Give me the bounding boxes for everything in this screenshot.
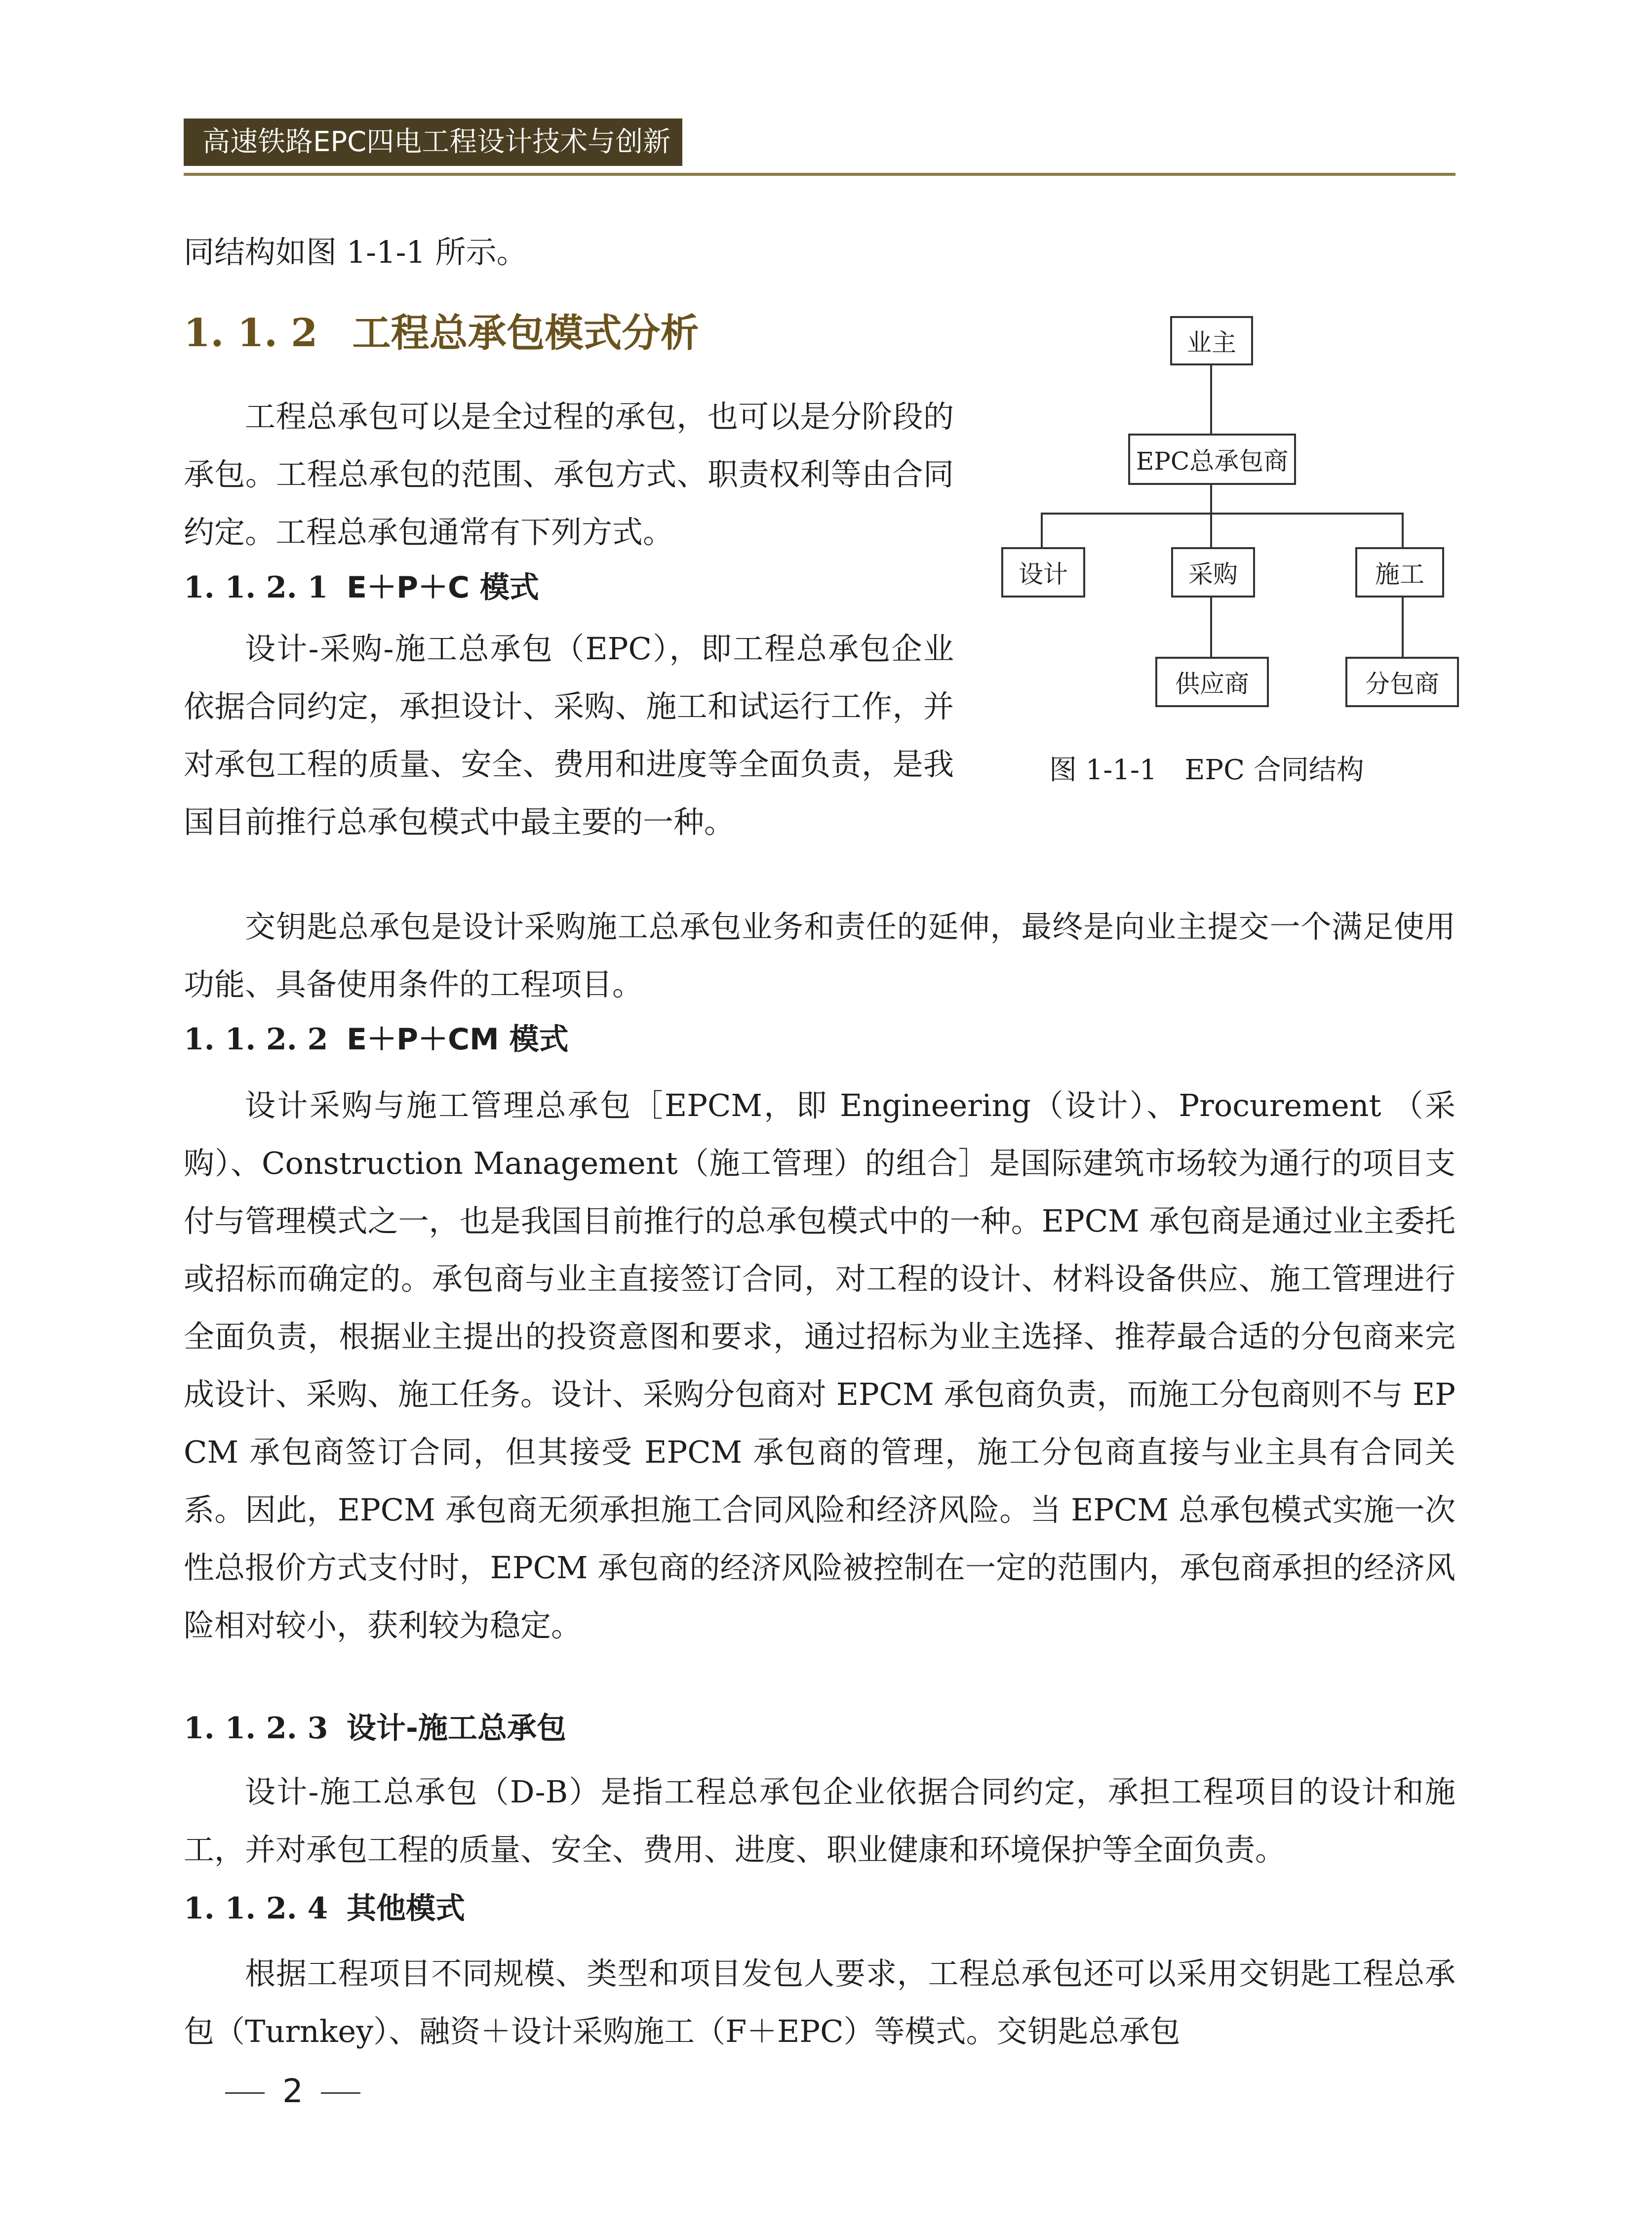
subsection-4-title: 其他模式 — [347, 1891, 465, 1926]
subsection-3-title: 设计-施工总承包 — [347, 1711, 566, 1746]
connector-construction-subcontractor — [1402, 597, 1404, 658]
subsection-3-heading — [184, 1706, 566, 1751]
subsection-2-number: 1. 1. 2. 2 — [184, 1022, 328, 1057]
intro-line: 同结构如图 1-1-1 所示。 — [184, 234, 527, 270]
page-number: 2 — [282, 2072, 303, 2110]
running-header: 高速铁路EPC四电工程设计技术与创新 — [184, 119, 682, 166]
subsection-3-number: 1. 1. 2. 3 — [184, 1711, 328, 1746]
connector-to-construction — [1402, 513, 1404, 548]
connector-owner-contractor — [1210, 364, 1212, 435]
construction-node: 施工 — [1355, 547, 1444, 598]
subsection-4-heading — [184, 1886, 465, 1931]
subsection-1-paragraph: 设计-采购-施工总承包（EPC），即工程总承包企业依据合同约定，承担设计、采购、施工和试运行工作，并对承包工程的质量、安全、费用和进度等全面负责，是我国目前推行总承包模式中最主要的一种。 — [184, 631, 954, 840]
supplier-node: 供应商 — [1155, 657, 1269, 707]
subsection-4-number: 1. 1. 2. 4 — [184, 1891, 328, 1926]
subcontractor-node: 分包商 — [1345, 657, 1459, 707]
connector-to-design — [1041, 513, 1043, 548]
section-paragraph: 工程总承包可以是全过程的承包，也可以是分阶段的承包。工程总承包的范围、承包方式、职责权利等由合同约定。工程总承包通常有下列方式。 — [184, 399, 954, 550]
header-rule — [184, 173, 1455, 176]
subsection-2-heading — [184, 1017, 569, 1062]
subsection-1-number: 1. 1. 2. 1 — [184, 570, 328, 605]
turnkey-paragraph: 交钥匙总承包是设计采购施工总承包业务和责任的延伸，最终是向业主提交一个满足使用功能、具备使用条件的工程项目。 — [184, 909, 1455, 1002]
footer-dash-left — [225, 2092, 265, 2094]
page-footer — [207, 2069, 378, 2114]
footer-dash-right — [321, 2092, 360, 2094]
connector-to-procurement — [1210, 513, 1212, 548]
connector-contractor-branch — [1210, 484, 1212, 514]
connector-procurement-supplier — [1210, 597, 1212, 658]
epc-contract-diagram — [992, 306, 1452, 800]
section-title-text: 工程总承包模式分析 — [352, 311, 699, 356]
subsection-2-paragraph: 设计采购与施工管理总承包［EPCM，即 Engineering（设计）、Procurement （采购）、Construction Management（施工管理）的组合］是国际建筑市场较为通行的项目支付与管理模式之一，也是我国目前推行的总承包模式中的一种。EPCM 承包商是通过业主委托或招标而确定的。承包商与业主直接签订合同，对工程的设计、材料设备供应、施工管理进行全面负责，根据业主提出的投资意图和要求，通过招标为业主选择、推荐最合适的分包商来完成设计、采购、施工任务。设计、采购分包商对 EPCM 承包商负责，而施工分包商则不与 EPCM 承包商签订合同，但其接受 EPCM 承包商的管理，施工分包商直接与业主具有合同关系。因此，EPCM 承包商无须承担施工合同风险和经济风险。当 EPCM 总承包模式实施一次性总报价方式支付时，EPCM 承包商的经济风险被控制在一定的范围内，承包商承担的经济风险相对较小，获利较为稳定。 — [184, 1087, 1455, 1643]
subsection-1-title: E＋P＋C 模式 — [347, 570, 539, 605]
design-node: 设计 — [1001, 547, 1085, 598]
section-heading — [184, 306, 699, 360]
procurement-node: 采购 — [1171, 547, 1255, 598]
figure-caption: 图 1-1-1 EPC 合同结构 — [1049, 754, 1364, 786]
owner-node: 业主 — [1170, 316, 1253, 365]
section-number: 1. 1. 2 — [184, 311, 318, 356]
subsection-4-paragraph: 根据工程项目不同规模、类型和项目发包人要求，工程总承包还可以采用交钥匙工程总承包（Turnkey）、融资＋设计采购施工（F＋EPC）等模式。交钥匙总承包 — [184, 1956, 1455, 2049]
epc-contractor-node: EPC总承包商 — [1128, 434, 1296, 485]
subsection-2-title: E＋P＋CM 模式 — [347, 1022, 569, 1057]
subsection-3-paragraph: 设计-施工总承包（D-B）是指工程总承包企业依据合同约定，承担工程项目的设计和施工，并对承包工程的质量、安全、费用、进度、职业健康和环境保护等全面负责。 — [184, 1774, 1455, 1868]
subsection-1-heading — [184, 565, 539, 610]
connector-branch-horizontal — [1041, 513, 1404, 515]
